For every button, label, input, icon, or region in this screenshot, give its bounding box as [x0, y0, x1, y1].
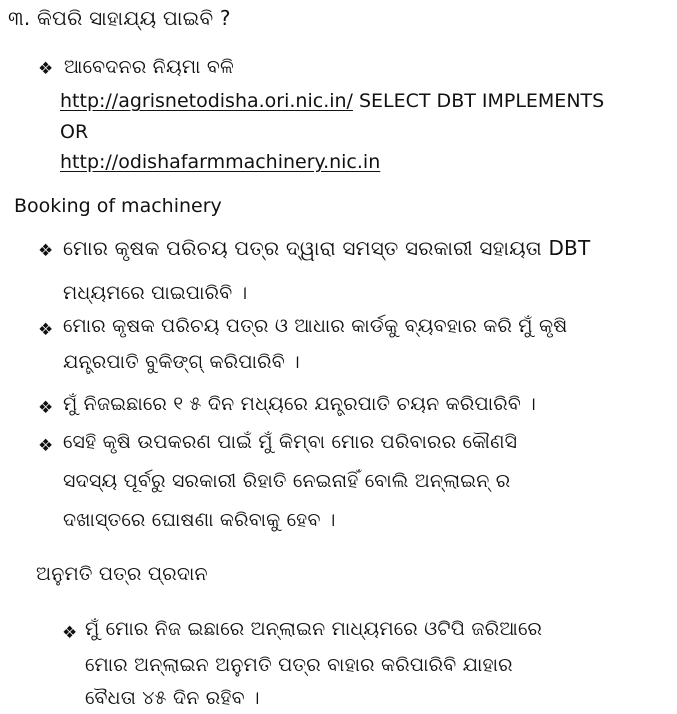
booking-item-1-line-2: ମଧ୍ୟମରେ ପାଇପାରିବି । [63, 282, 248, 304]
booking-item-4-line-3: ଦଖାସ୍ତରେ ଘୋଷଣା କରିବାକୁ ହେବ । [63, 509, 336, 531]
booking-item-2-line-2: ଯନ୍ତ୍ରପାତି ବୁକିଙ୍ଗ୍ କରିପାରିବି । [63, 351, 300, 373]
bullet-icon: ❖ [38, 59, 54, 79]
booking-item-4-line-2: ସଦସ୍ୟ ପୂର୍ବରୁ ସରକାରୀ ରିହାତି ନେଇନାହିଁ ବୋଲି ଅନ୍‌ଲାଇନ୍ ର [63, 470, 511, 492]
permit-item-1-line-2: ମୋର ଅନ୍‌ଲାଇନ ଅନୁମତି ପତ୍ର ବାହାର କରିପାରିବି ଯାହାର [85, 654, 513, 676]
permit-title: ଅନୁମତି ପତ୍ର ପ୍ରଦାନ [36, 563, 208, 585]
booking-title: Booking of machinery [14, 195, 222, 217]
booking-item-2-line-1: ମୋର କୃଷକ ପରିଚୟ ପତ୍ର ଓ ଆଧାର କାର୍ଡକୁ ବ୍ୟବହାର କରି ମୁଁ କୃଷି [63, 315, 568, 337]
permit-item-1-line-3: ବୈଧତା ୪୫ ଦିନ ରହିବ । [85, 687, 260, 709]
bullet-icon: ❖ [62, 623, 78, 643]
farm-machinery-link-line [60, 151, 380, 173]
bullet-icon: ❖ [38, 436, 54, 456]
booking-item-1-line-1: ମୋର କୃଷକ ପରିଚୟ ପତ୍ର ଦ୍ୱାରା ସମସ୍ତ ସରକାରୀ ସହାୟତା DBT [63, 236, 591, 260]
section-heading: ୩. କିପରି ସାହାଯ୍ୟ ପାଇବି ? [8, 6, 231, 30]
bullet-icon: ❖ [38, 320, 54, 340]
farm-machinery-link[interactable]: http://odishafarmmachinery.nic.in [60, 151, 381, 173]
permit-item-1-line-1: ମୁଁ ମୋର ନିଜ ଇଛାରେ ଅନ୍‌ଲାଇନ ମାଧ୍ୟମରେ ଓଟିପି ଜରିଆରେ [85, 618, 543, 640]
bullet-icon: ❖ [38, 241, 54, 261]
booking-item-3-line-1: ମୁଁ ନିଜଇଛାରେ ୧ ୫ ଦିନ ମଧ୍ୟରେ ଯନ୍ତ୍ରପାତି ଚୟନ କରିପାରିବି । [63, 393, 536, 415]
link1-suffix: SELECT DBT IMPLEMENTS [352, 90, 605, 112]
bullet-icon: ❖ [38, 398, 54, 418]
agrisnet-link[interactable]: http://agrisnetodisha.ori.nic.in/ [60, 90, 353, 112]
apply-rules-label: ଆବେଦନର ନିୟମା ବଳି [64, 56, 234, 78]
or-text: OR [60, 121, 89, 143]
booking-item-4-line-1: ସେହି କୃଷି ଉପକରଣ ପାଇଁ ମୁଁ କିମ୍ବା ମୋର ପରିବାରର କୌଣସି [63, 431, 518, 453]
link1-line [60, 90, 604, 112]
